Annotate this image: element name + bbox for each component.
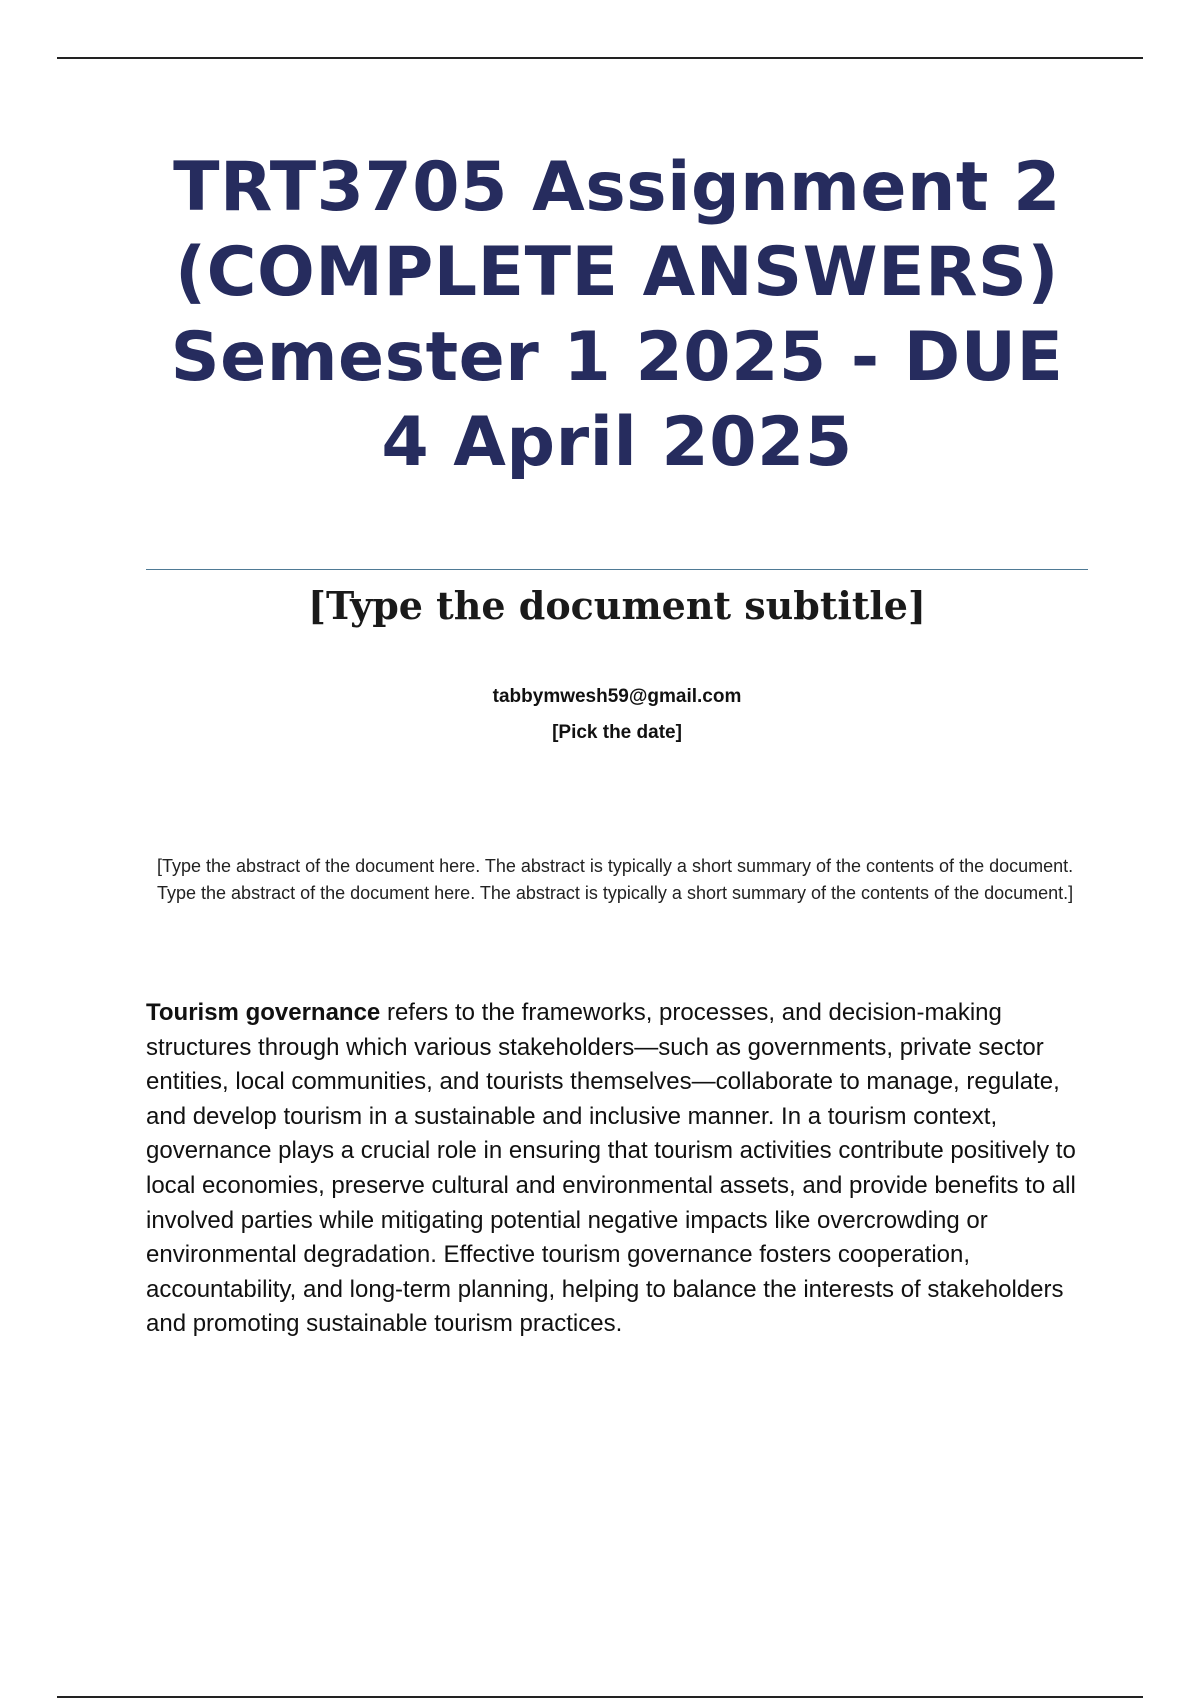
body-text: refers to the frameworks, processes, and decision-making structures through which various stakeholders—such as governments, private sector entities, local communities, and tourists themselves—collaborate to manage, regulate, and develop tourism in a sustainable and inclusive manner. In a tourism context, governance plays a crucial role in ensuring that tourism activities contribute positively to local economies, preserve cultural and environmental assets, and provide benefits to all involved parties while mitigating potential negative impacts like overcrowding or environmental degradation. Effective tourism governance fosters cooperation, accountability, and long-term planning, helping to balance the interests of stakeholders and promoting sustainable tourism practices. [146, 999, 1076, 1338]
document-title: TRT3705 Assignment 2 (COMPLETE ANSWERS) Semester 1 2025 - DUE 4 April 2025 [170, 148, 1064, 482]
body-paragraph [146, 996, 1096, 1342]
top-rule [57, 57, 1143, 59]
document-date: [Pick the date] [552, 722, 682, 743]
author-email: tabbymwesh59@gmail.com [492, 686, 742, 707]
body-lead-term: Tourism governance [146, 999, 381, 1026]
document-abstract: [Type the abstract of the document here. The abstract is typically a short summary of the contents of the document. Type the abstract of the document here. The abstract is typically a short summary of the contents of the document.] [157, 856, 1074, 903]
bottom-rule [57, 1696, 1143, 1698]
document-subtitle: [Type the document subtitle] [308, 583, 926, 628]
title-divider [146, 569, 1088, 570]
